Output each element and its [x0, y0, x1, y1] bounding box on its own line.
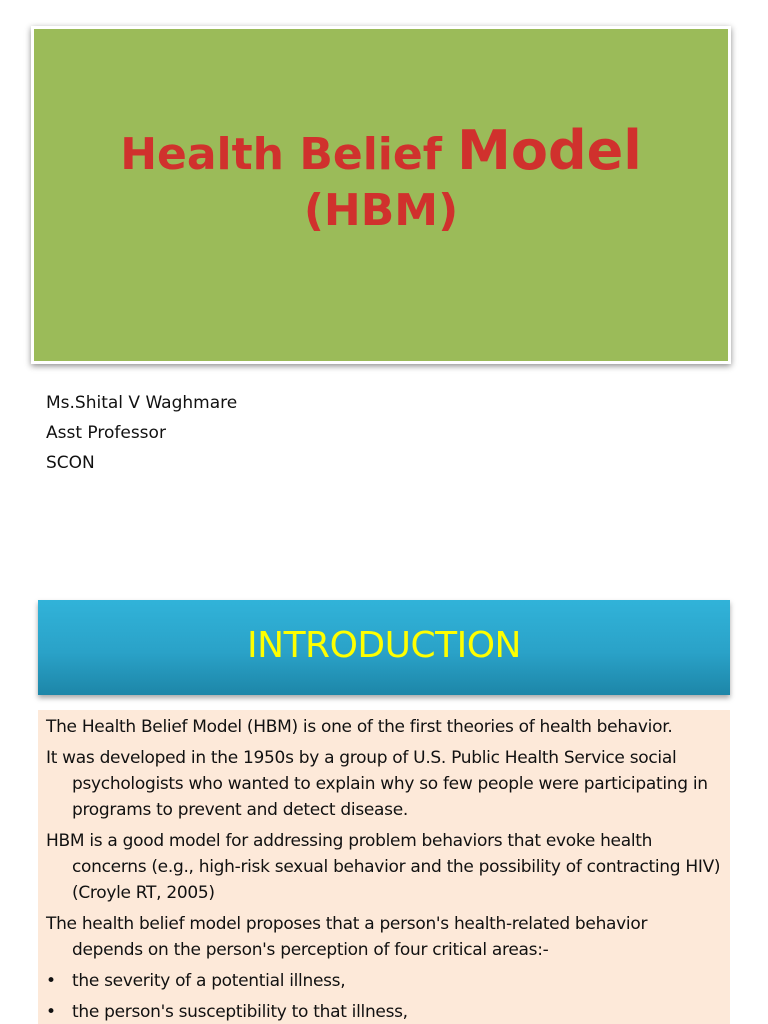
author-role: Asst Professor [46, 423, 166, 443]
bullet-item [46, 968, 722, 994]
title-part-1: Health Belief [120, 129, 458, 180]
paragraph: The Health Belief Model (HBM) is one of the first theories of health behavior. [46, 717, 673, 737]
title-part-2: Model [457, 119, 642, 182]
title-slide-box [31, 26, 731, 364]
author-name: Ms.Shital V Waghmare [46, 393, 238, 413]
bullet-icon: • [46, 1002, 56, 1022]
paragraph: HBM is a good model for addressing problem behaviors that evoke health concerns (e.g., high-risk sexual behavior and the possibility of contracting HIV) (Croyle RT, 2005) [46, 831, 721, 903]
author-info [46, 388, 237, 478]
bullet-text: the severity of a potential illness, [72, 971, 346, 991]
introduction-heading: INTRODUCTION [247, 625, 521, 666]
author-organization: SCON [46, 453, 95, 473]
slide-title-line-1 [120, 119, 642, 183]
introduction-banner [38, 600, 730, 695]
bullet-text: the person's susceptibility to that illness, [72, 1002, 408, 1022]
introduction-content [38, 710, 730, 1024]
slide-title-line-2: (HBM) [303, 185, 459, 236]
paragraph: It was developed in the 1950s by a group of U.S. Public Health Service social psychologists who wanted to explain why so few people were participating in programs to prevent and detect disease. [46, 748, 708, 820]
bullet-icon: • [46, 971, 56, 991]
paragraph: The health belief model proposes that a person's health-related behavior depends on the person's perception of four critical areas:- [46, 914, 648, 960]
bullet-item [46, 999, 722, 1024]
